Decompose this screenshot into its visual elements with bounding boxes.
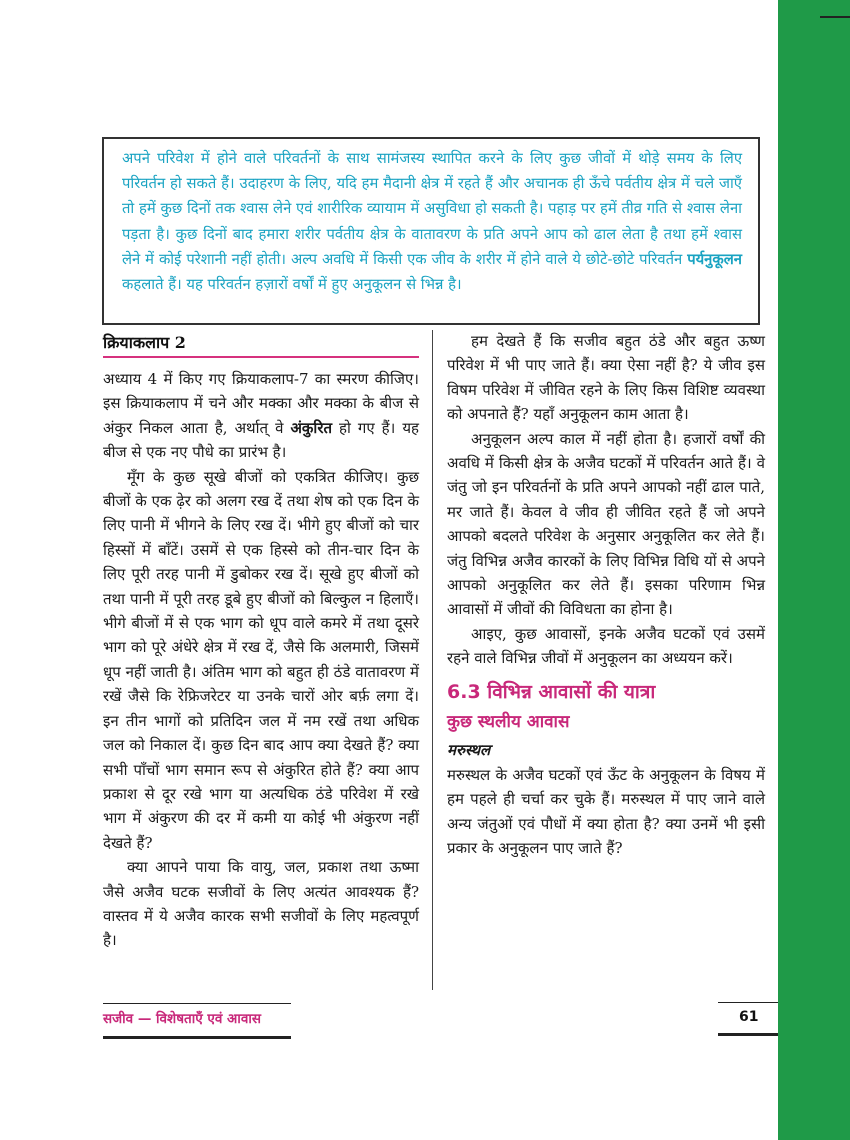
activity-key-term: अंकुरित xyxy=(290,418,333,437)
corner-mark xyxy=(820,16,850,18)
activity-heading: क्रियाकलाप 2 xyxy=(103,333,186,352)
right-column xyxy=(447,329,765,860)
box-key-term: पर्यनुकूलन xyxy=(687,250,742,268)
green-side-band xyxy=(778,0,850,1140)
right-paragraph-4: मरुस्थल के अजैव घटकों एवं ऊँट के अनुकूलन के विषय में हम पहले ही चर्चा कर चुके हैं। मरुस्थल में पाए जाने वाले अन्य जंतुओं एवं पौधों में क्या होता है? क्या उनमें भी इसी प्रकार के अनुकूलन पाए जाते हैं? xyxy=(447,765,765,857)
page-number-rule-top xyxy=(718,1002,778,1003)
activity-paragraph-3: क्या आपने पाया कि वायु, जल, प्रकाश तथा ऊष्मा जैसे अजैव घटक सजीवों के लिए अत्यंत आवश्यक हैं? वास्तव में ये अजैव कारक सभी सजीवों के लिए महत्वपूर्ण है। xyxy=(103,858,419,950)
column-divider xyxy=(432,330,433,990)
right-paragraph-1: हम देखते हैं कि सजीव बहुत ठंडे और बहुत ऊष्ण परिवेश में भी पाए जाते हैं। क्या ऐसा नहीं है? ये जीव इस विषम परिवेश में जीवित रहने के लिए किस विशिष्ट व्यवस्था को अपनाते हैं? यहाँ अनुकूलन काम आता है। xyxy=(447,332,765,424)
footer-rule-top xyxy=(103,1003,291,1004)
footer-rule-bottom xyxy=(103,1036,291,1039)
activity-paragraph-1: अध्याय 4 में किए गए क्रियाकलाप-7 का स्मरण कीजिए। इस क्रियाकलाप में चने और मक्का और मक्का के बीज से अंकुर निकल आता है, अर्थात् वे अंकुरित हो गए हैं। यह बीज से एक नए पौधे का प्रारंभ है। xyxy=(103,370,419,462)
page-number: 61 xyxy=(739,1009,759,1025)
section-title: 6.3 विभिन्न आवासों की यात्रा xyxy=(447,680,656,703)
box-text-end: कहलाते हैं। यह परिवर्तन हज़ारों वर्षों में हुए अनुकूलन से भिन्न है। xyxy=(122,276,462,294)
acclimatization-box xyxy=(102,137,760,325)
subsubsection-title: मरुस्थल xyxy=(447,740,491,759)
right-paragraph-3: आइए, कुछ आवासों, इनके अजैव घटकों एवं उसमें रहने वाले विभिन्न जीवों में अनुकूलन का अध्ययन करें। xyxy=(447,624,765,668)
activity-heading-rule xyxy=(103,356,419,358)
page-number-rule-bottom xyxy=(718,1033,778,1036)
activity-paragraph-2: मूँग के कुछ सूखे बीजों को एकत्रित कीजिए। कुछ बीजों के एक ढ़ेर को अलग रख दें तथा शेष को एक दिन के लिए पानी में भीगने के लिए रख दें। भीगे हुए बीजों को चार हिस्सों में बाँटें। उसमें से एक हिस्से को तीन-चार दिन के लिए पूरी तरह पानी में डुबोकर रख दें। सूखे हुए बीजों को तथा पानी में पूरी तरह डूबे हुए बीजों को बिल्कुल न हिलाएँ। भीगे बीजों में से एक भाग को धूप वाले कमरे में तथा दूसरे भाग को पूरे अंधेरे क्षेत्र में रख दें, जैसे कि अलमारी, जिसमें धूप नहीं जाती है। अंतिम भाग को बहुत ही ठंडे वातावरण में रखें जैसे कि रेफ्रिजरेटर या उनके चारों ओर बर्फ़ लगा दें। इन तीन भागों को प्रतिदिन जल में नम रखें तथा अधिक जल को निकाल दें। कुछ दिन बाद आप क्या देखते हैं? क्या सभी पाँचों भाग समान रूप से अंकुरित होते हैं? क्या आप प्रकाश से दूर रखे भाग या अत्यधिक ठंडे परिवेश में रखे भाग में अंकुरण की दर में कमी या कोई भी अंकुरण नहीं देखते हैं? xyxy=(103,467,419,852)
footer-chapter-title: सजीव — विशेषताएँ एवं आवास xyxy=(103,1011,261,1027)
right-paragraph-2: अनुकूलन अल्प काल में नहीं होता है। हजारों वर्षों की अवधि में किसी क्षेत्र के अजैव घटकों में परिवर्तन आते हैं। वे जंतु जो इन परिवर्तनों के प्रति अपने आपको नहीं ढाल पाते, मर जाते हैं। केवल वे जीव ही जीवित रहते हैं जो अपने आपको बदलते परिवेश के अनुसार अनुकूलित कर लेते हैं। जंतु विभिन्न अजैव कारकों के लिए विभिन्न विधि यों से अपने आपको अनुकूलित कर लेते हैं। इसका परिणाम भिन्न आवासों में जीवों की विविधता का होना है। xyxy=(447,429,765,619)
left-column xyxy=(103,367,419,953)
box-text-start: अपने परिवेश में होने वाले परिवर्तनों के साथ सामंजस्य स्थापित करने के लिए कुछ जीवों में थोड़े समय के लिए परिवर्तन हो सकते हैं। उदाहरण के लिए, यदि हम मैदानी क्षेत्र में रहते हैं और अचानक ही ऊँचे पर्वतीय क्षेत्र में चले जाएँ तो हमें कुछ दिनों तक श्वास लेने एवं शारीरिक व्यायाम में असुविधा हो सकती है। पहाड़ पर हमें तीव्र गति से श्वास लेना पड़ता है। कुछ दिनों बाद हमारा शरीर पर्वतीय क्षेत्र के वातावरण के प्रति अपने आप को ढाल लेता है तथा हमें श्वास लेने में कोई परेशानी नहीं होती। अल्प अवधि में किसी एक जीव के शरीर में होने वाले ये छोटे-छोटे परिवर्तन xyxy=(122,150,742,268)
subsection-title: कुछ स्थलीय आवास xyxy=(447,711,570,732)
